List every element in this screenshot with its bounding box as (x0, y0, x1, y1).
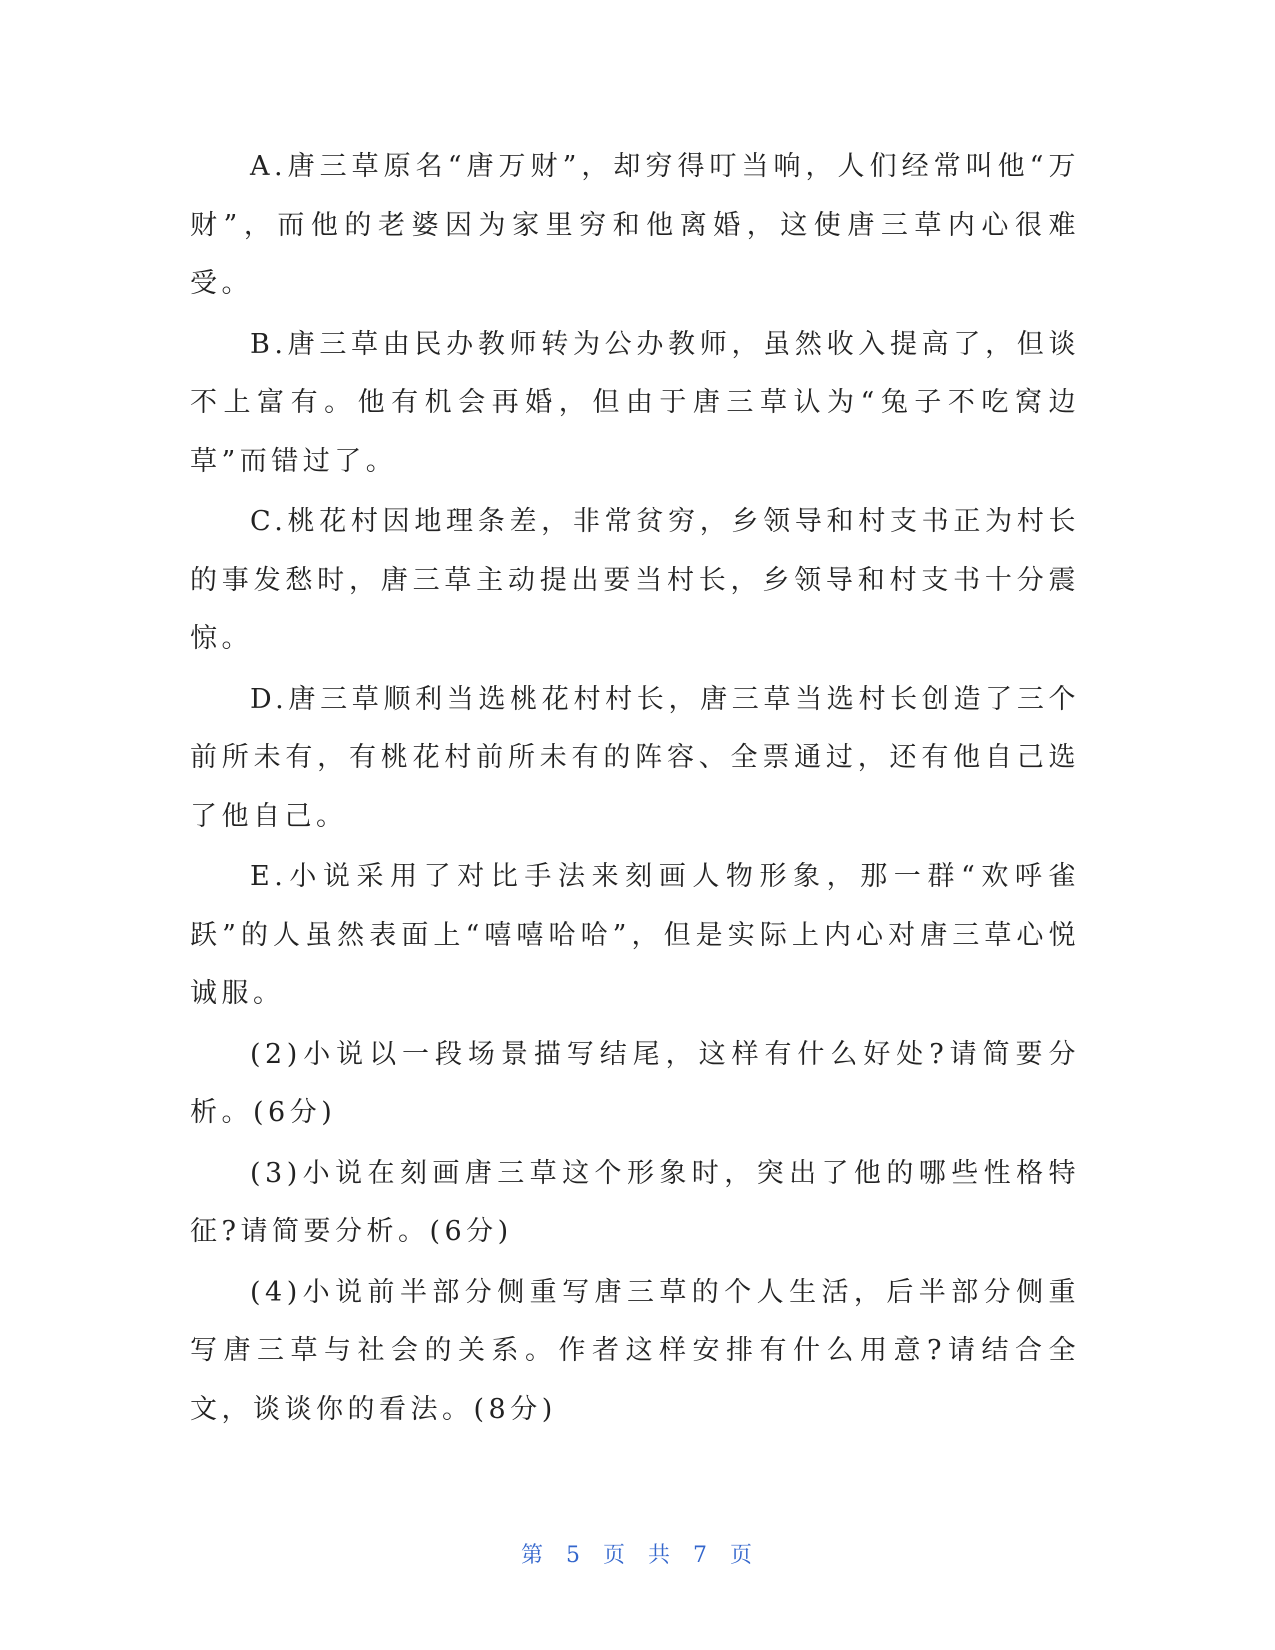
document-body (190, 138, 1080, 1441)
question-2-paragraph: (2)小说以一段场景描写结尾，这样有什么好处?请简要分析。(6分) (190, 1038, 1080, 1128)
option-e-paragraph: E.小说采用了对比手法来刻画人物形象，那一群“欢呼雀跃”的人虽然表面上“嘻嘻哈哈”，但是实际上内心对唐三草心悦诚服。 (190, 861, 1080, 1009)
footer-total-pages: 7 (693, 1543, 710, 1568)
footer-label-ye-2: 页 (730, 1543, 755, 1568)
option-a-paragraph: A.唐三草原名“唐万财”，却穷得叮当响，人们经常叫他“万财”，而他的老婆因为家里穷和他离婚，这使唐三草内心很难受。 (190, 151, 1080, 299)
page-footer (0, 1538, 1275, 1569)
question-3-paragraph: (3)小说在刻画唐三草这个形象时，突出了他的哪些性格特征?请简要分析。(6分) (190, 1157, 1080, 1247)
question-4-paragraph: (4)小说前半部分侧重写唐三草的个人生活，后半部分侧重写唐三草与社会的关系。作者这样安排有什么用意?请结合全文，谈谈你的看法。(8分) (190, 1276, 1080, 1425)
footer-label-gong: 共 (648, 1543, 673, 1568)
footer-label-di: 第 (520, 1543, 545, 1568)
option-d-paragraph: D.唐三草顺利当选桃花村村长，唐三草当选村长创造了三个前所未有，有桃花村前所未有的阵容、全票通过，还有他自己选了他自己。 (190, 683, 1080, 832)
option-c-paragraph: C.桃花村因地理条差，非常贫穷，乡领导和村支书正为村长的事发愁时，唐三草主动提出要当村长，乡领导和村支书十分震惊。 (190, 506, 1080, 654)
footer-label-ye: 页 (602, 1543, 627, 1568)
option-b-paragraph: B.唐三草由民办教师转为公办教师，虽然收入提高了，但谈不上富有。他有机会再婚，但由于唐三草认为“兔子不吃窝边草”而错过了。 (190, 328, 1080, 477)
footer-current-page: 5 (565, 1543, 582, 1568)
